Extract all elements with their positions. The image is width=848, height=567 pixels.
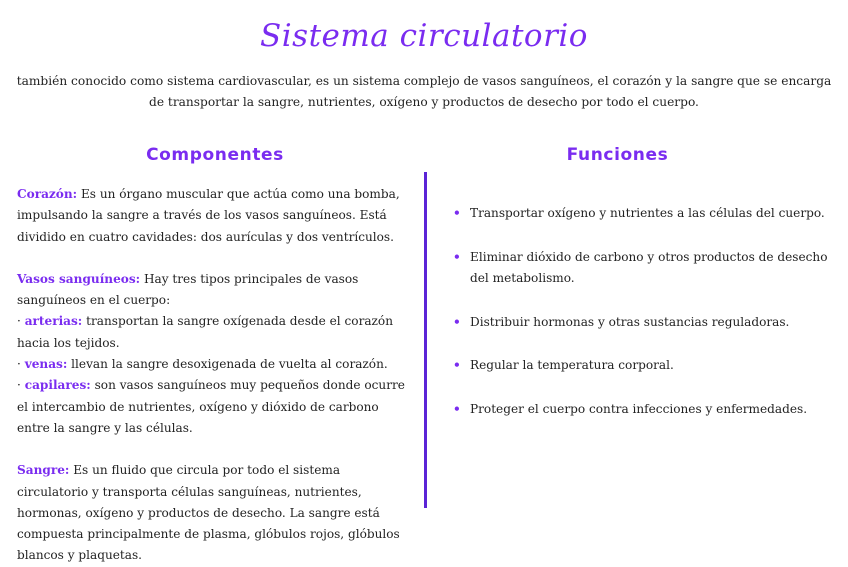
list-item (450, 247, 835, 290)
vaso-item-venas (17, 354, 412, 375)
componentes-heading: Componentes (146, 145, 284, 165)
arterias-text: transportan la sangre oxígenada desde el corazón hacia los tejidos. (17, 314, 393, 350)
funcion-text: Regular la temperatura corporal. (470, 358, 674, 372)
funcion-text: Transportar oxígeno y nutrientes a las células del cuerpo. (470, 206, 825, 220)
funciones-list (450, 203, 835, 420)
bullet-icon: • (453, 249, 461, 264)
venas-term: venas: (24, 357, 68, 372)
bullet-icon: • (453, 314, 461, 329)
venas-text: llevan la sangre desoxigenada de vuelta al corazón. (67, 357, 388, 372)
vaso-item-prefix: · (17, 357, 25, 372)
intro-paragraph: también conocido como sistema cardiovascular, es un sistema complejo de vasos sanguíneos, el corazón y la sangre que se encarga de transportar la sangre, nutrientes, oxígeno y productos de desecho por todo el cuerpo. (16, 74, 832, 109)
sangre-paragraph (17, 460, 412, 566)
bullet-icon: • (453, 206, 461, 220)
funcion-text: Eliminar dióxido de carbono y otros productos de desecho del metabolismo. (470, 249, 828, 285)
corazon-term: Corazón: (17, 187, 78, 201)
funcion-text: Distribuir hormonas y otras sustancias reguladoras. (470, 314, 790, 329)
list-item (450, 399, 835, 421)
vaso-item-capilares (17, 375, 412, 439)
list-item (450, 355, 835, 377)
bullet-icon: • (453, 358, 461, 372)
vasos-term: Vasos sanguíneos: (17, 271, 141, 286)
funciones-column (450, 203, 835, 442)
sangre-text: Es un fluido que circula por todo el sistema circulatorio y transporta células sanguíneas, nutrientes, hormonas, oxígeno y productos de desecho. La sangre está compuesta principalmente de plasma, glóbulos rojos, glóbulos blancos y plaquetas. (17, 463, 400, 563)
funciones-heading: Funciones (566, 145, 669, 165)
capilares-term: capilares: (24, 378, 91, 393)
page-title: Sistema circulatorio (260, 18, 588, 54)
bullet-icon: • (453, 401, 461, 416)
vasos-text: Hay tres tipos principales de vasos sanguíneos en el cuerpo: (17, 271, 359, 308)
sangre-term: Sangre: (17, 463, 70, 478)
corazon-paragraph (17, 184, 412, 248)
funcion-text: Proteger el cuerpo contra infecciones y enfermedades. (470, 401, 808, 416)
list-item (450, 203, 835, 225)
vaso-item-prefix: · (17, 378, 25, 393)
vasos-paragraph (17, 269, 412, 312)
column-divider (424, 172, 427, 508)
corazon-text: Es un órgano muscular que actúa como una bomba, impulsando la sangre a través de los vasos sanguíneos. Está dividido en cuatro cavidades: dos aurículas y dos ventrículos. (17, 187, 400, 244)
capilares-text: son vasos sanguíneos muy pequeños donde ocurre el intercambio de nutrientes, oxígeno y dióxido de carbono entre la sangre y las células. (17, 378, 405, 435)
arterias-term: arterias: (24, 314, 83, 329)
list-item (450, 312, 835, 334)
vaso-item-arterias (17, 311, 412, 354)
vaso-item-prefix: · (17, 314, 25, 329)
componentes-column (17, 184, 412, 567)
